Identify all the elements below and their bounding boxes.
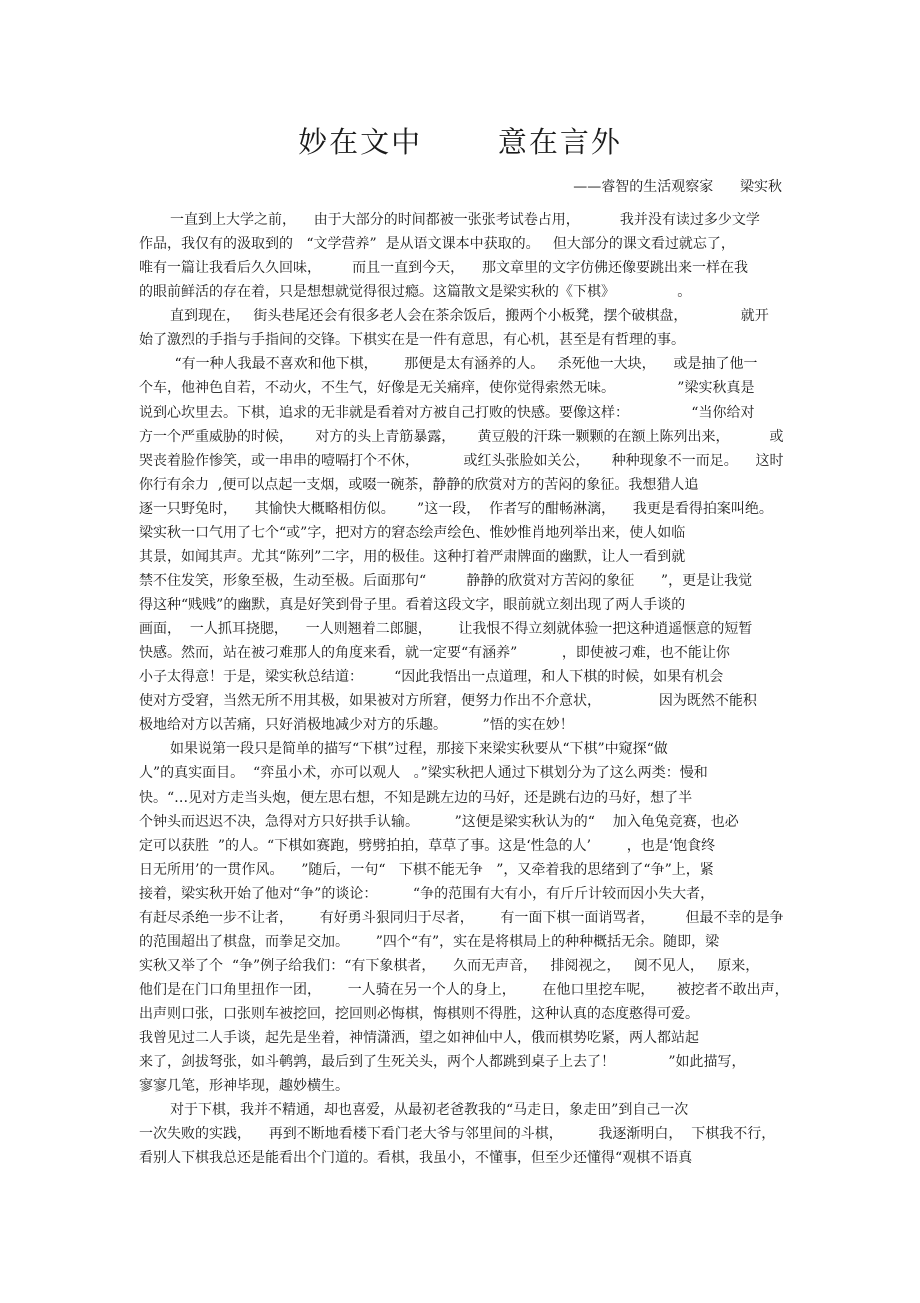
- text-line: 禁不住发笑，形象至极，生动至极。后面那句“ 静静的欣赏对方苦闷的象征 ”，更是让我觉: [139, 572, 753, 589]
- text-line: 一次失败的实践， 再到不断地看楼下看门老大爷与邻里间的斗棋， 我逐渐明白， 下棋我不行，: [139, 1126, 776, 1143]
- text-line: 极地给对方以苦痛，只好消极地减少对方的乐趣。 ”悟的实在妙！: [139, 717, 574, 734]
- text-line: 哭丧着脸作惨笑，或一串串的噎嗝打个不休， 或红头张脸如关公， 种种现象不一而足。 这时: [139, 452, 784, 469]
- text-line: 个车，他神色自若，不动火，不生气，好像是无关痛痒，使你觉得索然无味。 ”梁实秋真是: [139, 380, 755, 397]
- text-line: 一直到上大学之前， 由于大部分的时间都被一张张考试卷占用， 我并没有读过多少文学: [170, 212, 760, 228]
- text-line: 定可以获胜 ”的人。“下棋如赛跑，劈劈拍拍，草草了事。这是‘性急的人’ ，也是‘饱食终: [139, 837, 716, 854]
- page-subtitle: ——睿智的生活观察家 梁实秋: [573, 179, 782, 195]
- text-line: 你行有余力 ,便可以点起一支烟，或啜一碗茶，静静的欣赏对方的苦闷的象征。我想猎人追: [139, 476, 699, 493]
- page-title: 妙在文中 意在言外: [298, 125, 622, 159]
- text-line: 唯有一篇让我看后久久回味， 而且一直到今天， 那文章里的文字仿佛还像要跳出来一样在我: [139, 260, 748, 277]
- text-line: 个钟头而迟迟不决，急得对方只好拱手认输。 ”这便是梁实秋认为的“ 加入龟兔竞赛，也必: [139, 813, 739, 830]
- text-line: 其景，如闻其声。尤其“陈列”二字，用的极佳。这种打着严肃牌面的幽默，让人一看到就: [139, 548, 686, 565]
- text-line: 寥寥几笔，形神毕现，趣妙横生。: [139, 1078, 349, 1095]
- text-line: 日无所用’的一贯作风。 ”随后，一句“ 下棋不能无争 ”，又牵着我的思绪到了“争”上，紧: [139, 861, 714, 878]
- text-line: 说到心坎里去。下棋，追求的无非就是看着对方被自己打败的快感。要像这样： “当你给对: [139, 404, 755, 421]
- text-line: 画面， 一人抓耳挠腮， 一人则翘着二郎腿， 让我恨不得立刻就体验一把这种逍遥惬意的短暂: [139, 621, 753, 638]
- text-line: 来了，剑拔弩张，如斗鹌鹑，最后到了生死关头，两个人都跳到桌子上去了！ ”如此描写，: [139, 1054, 746, 1071]
- text-line: 实秋又举了个 “争”例子给我们：“有下象棋者， 久而无声音， 排阅视之， 阒不见人， 原来，: [139, 957, 760, 974]
- text-line: 作品，我仅有的汲取到的 “文学营养” 是从语文课本中获取的。 但大部分的课文看过就忘了，: [139, 236, 735, 253]
- text-line: 出声则口张，口张则车被挖回，挖回则必悔棋，悔棋则不得胜，这种认真的态度憨得可爱。: [139, 1006, 699, 1023]
- text-line: 小子太得意！于是，梁实秋总结道： “因此我悟出一点道理，和人下棋的时候，如果有机会: [139, 669, 724, 686]
- text-line: “有一种人我最不喜欢和他下棋， 那便是太有涵养的人。 杀死他一大块， 或是抽了他一: [170, 356, 758, 373]
- text-line: 始了激烈的手指与手指间的交锋。下棋实在是一件有意思，有心机，甚至是有哲理的事。: [139, 332, 685, 349]
- text-line: 方一个严重威胁的时候， 对方的头上青筋暴露， 黄豆般的汗珠一颗颗的在额上陈列出来， 或: [139, 428, 784, 445]
- text-line: 的范围超出了棋盘，而拳足交加。 ”四个“有”，实在是将棋局上的种种概括无余。随即，梁: [139, 933, 720, 950]
- text-line: 我曾见过二人手谈，起先是坐着，神情潇洒，望之如神仙中人，俄而棋势吃紧，两人都站起: [139, 1030, 699, 1047]
- text-line: 逐一只野兔时， 其愉快大概略相仿似。 ”这一段， 作者写的酣畅淋漓， 我更是看得拍案叫绝。: [139, 500, 773, 517]
- text-line: 接着，梁实秋开始了他对“争”的谈论： “争的范围有大有小，有斤斤计较而因小失大者，: [139, 885, 715, 902]
- article-body: [139, 208, 789, 1171]
- text-line: 看别人下棋我总还是能看出个门道的。看棋，我虽小，不懂事，但至少还懂得“观棋不语真: [139, 1150, 693, 1167]
- text-line: 使对方受窘，当然无所不用其极，如果被对方所窘，便努力作出不介意状， 因为既然不能积: [139, 693, 757, 710]
- text-line: 的眼前鲜活的存在着，只是想想就觉得很过瘾。这篇散文是梁实秋的《下棋》 。: [139, 284, 692, 301]
- text-line: 如果说第一段只是简单的描写“下棋”过程，那接下来梁实秋要从“下棋”中窥探“做: [170, 741, 668, 758]
- text-line: 梁实秋一口气用了七个“或”字，把对方的窘态绘声绘色、惟妙惟肖地列举出来，使人如临: [139, 524, 686, 541]
- text-line: 人”的真实面目。 “弈虽小术，亦可以观人 。”梁实秋把人通过下棋划分为了这么两类：慢和: [139, 765, 708, 782]
- text-line: 有赶尽杀绝一步不让者， 有好勇斗狠同归于尽者， 有一面下棋一面诮骂者， 但最不幸的是争: [139, 909, 784, 926]
- text-line: 得这种“贱贱”的幽默，真是好笑到骨子里。看着这段文字，眼前就立刻出现了两人手谈的: [139, 597, 686, 613]
- text-line: 他们是在门口角里扭作一团， 一人骑在另一个人的身上， 在他口里挖车呢， 被挖者不敢出声，: [139, 982, 789, 998]
- text-line: 快感。然而，站在被刁难那人的角度来看，就一定要“有涵养” ，即使被刁难，也不能让你: [139, 645, 730, 662]
- text-line: 快。“…见对方走当头炮，便左思右想，不知是跳左边的马好，还是跳右边的马好，想了半: [139, 789, 693, 806]
- text-line: 直到现在， 街头巷尾还会有很多老人会在茶余饭后，搬两个小板凳，摆个破棋盘， 就开: [170, 308, 769, 325]
- text-line: 对于下棋，我并不精通，却也喜爱，从最初老爸教我的“马走日，象走田”到自己一次: [170, 1102, 689, 1119]
